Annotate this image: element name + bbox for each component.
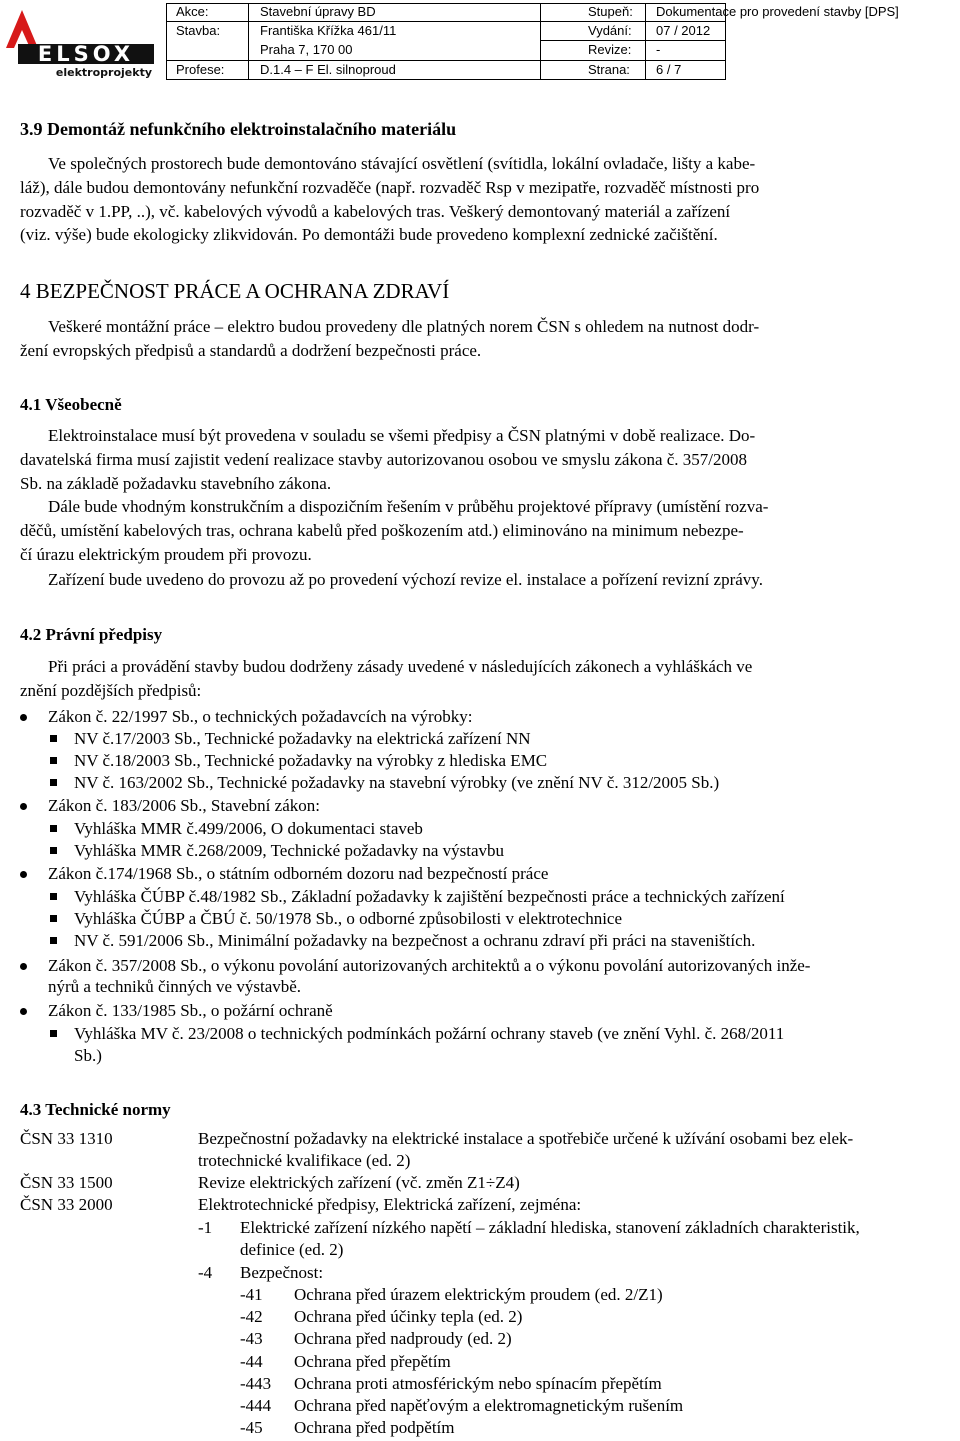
law-subitem: Vyhláška MMR č.268/2009, Technické požadavky na výstavbu	[74, 840, 504, 862]
law-subitem: NV č.17/2003 Sb., Technické požadavky na elektrická zařízení NN	[74, 728, 531, 750]
norm-text: Bezpečnostní požadavky na elektrické instalace a spotřebiče určené k užívání osobami bez elek-	[198, 1129, 854, 1148]
norm-subpart-text: Ochrana před napěťovým a elektromagnetickým rušením	[294, 1396, 684, 1415]
label-revize: Revize:	[588, 42, 632, 57]
svg-text:ELSOX: ELSOX	[37, 42, 135, 66]
norm-subpart-text: Ochrana před nadproudy (ed. 2)	[294, 1329, 512, 1348]
norm-subpart-text: Ochrana před přepětím	[294, 1352, 451, 1371]
section-4-2-heading: 4.2 Právní předpisy	[20, 625, 163, 644]
paragraph-line: Při práci a provádění stavby budou dodrženy zásady uvedené v následujících zákonech a vyhláškách ve	[48, 657, 753, 676]
section-4-heading: 4 BEZPEČNOST PRÁCE A OCHRANA ZDRAVÍ	[20, 279, 450, 303]
svg-text:elektroprojekty: elektroprojekty	[55, 66, 152, 78]
square-bullet-icon	[50, 893, 57, 900]
bullet-icon	[20, 714, 27, 721]
bullet-icon	[20, 963, 27, 970]
value-stavba-street: Františka Křížka 461/11	[260, 23, 397, 38]
law-subitem: NV č. 163/2002 Sb., Technické požadavky na stavební výrobky (ve znění NV č. 312/2005 Sb.)	[74, 772, 719, 794]
norm-part-text: definice (ed. 2)	[240, 1240, 344, 1259]
value-stupen: Dokumentace pro provedení stavby [DPS]	[656, 4, 899, 19]
paragraph-line: Ve společných prostorech bude demontováno stávající osvětlení (svítidla, lokální ovladače, lišty a kabe-	[48, 154, 756, 173]
label-stupen: Stupeň:	[588, 4, 633, 19]
label-stavba: Stavba:	[176, 23, 221, 38]
square-bullet-icon	[50, 735, 57, 742]
paragraph-line: Dále bude vhodným konstrukčním a dispozičním řešením v průběhu projektové přípravy (umístění rozva-	[48, 497, 769, 516]
company-logo	[4, 4, 156, 78]
paragraph-line: láž), dále budou demontovány nefunkční rozvaděče (např. rozvaděč Rsp v mezipatře, rozvaděč místnosti pro	[20, 178, 760, 197]
norm-text: Elektrotechnické předpisy, Elektrická zařízení, zejména:	[198, 1195, 582, 1214]
square-bullet-icon	[50, 779, 57, 786]
paragraph-line: čí úrazu elektrickým proudem při provozu.	[20, 545, 312, 564]
section-4-1-heading: 4.1 Všeobecně	[20, 395, 122, 414]
law-item-continuation: nýrů a techniků činných ve výstavbě.	[48, 977, 302, 996]
value-profese: D.1.4 – F El. silnoproud	[260, 62, 396, 77]
square-bullet-icon	[50, 757, 57, 764]
norm-part-number: -1	[198, 1218, 213, 1237]
law-subitem: Vyhláška MMR č.499/2006, O dokumentaci staveb	[74, 818, 423, 840]
law-subitem: Vyhláška MV č. 23/2008 o technických podmínkách požární ochrany staveb (ve znění Vyhl. č. 268/2011	[74, 1023, 784, 1045]
norm-part-text: Elektrické zařízení nízkého napětí – základní hlediska, stanovení základních charakteristik,	[240, 1218, 860, 1237]
norm-subpart-number: -45	[240, 1418, 263, 1437]
norm-subpart-text: Ochrana před účinky tepla (ed. 2)	[294, 1307, 523, 1326]
paragraph-line: (viz. výše) bude ekologicky zlikvidován. Po demontáži bude provedeno komplexní zednické začištění.	[20, 225, 718, 244]
norm-subpart-number: -43	[240, 1329, 263, 1348]
norm-subpart-number: -443	[240, 1374, 272, 1393]
bullet-icon	[20, 803, 27, 810]
section-4-3-heading: 4.3 Technické normy	[20, 1100, 171, 1119]
law-item: Zákon č. 183/2006 Sb., Stavební zákon:	[48, 795, 320, 817]
norm-part-text: Bezpečnost:	[240, 1263, 324, 1282]
section-3-9-heading: 3.9 Demontáž nefunkčního elektroinstalačního materiálu	[20, 119, 457, 139]
norm-text: trotechnické kvalifikace (ed. 2)	[198, 1151, 411, 1170]
norm-subpart-text: Ochrana před podpětím	[294, 1418, 455, 1437]
norm-code: ČSN 33 1310	[20, 1129, 113, 1148]
square-bullet-icon	[50, 915, 57, 922]
square-bullet-icon	[50, 1030, 57, 1037]
norm-subpart-number: -41	[240, 1285, 263, 1304]
norm-text: Revize elektrických zařízení (vč. změn Z1÷Z4)	[198, 1173, 520, 1192]
square-bullet-icon	[50, 847, 57, 854]
law-subitem-continuation: Sb.)	[74, 1046, 102, 1065]
bullet-icon	[20, 1008, 27, 1015]
law-subitem: NV č.18/2003 Sb., Technické požadavky na výrobky z hlediska EMC	[74, 750, 547, 772]
paragraph-line: rozvaděč v 1.PP, ..), vč. kabelových vývodů a kabelových tras. Veškerý demontovaný materiál a zařízení	[20, 202, 731, 221]
square-bullet-icon	[50, 937, 57, 944]
law-subitem: NV č. 591/2006 Sb., Minimální požadavky na bezpečnost a ochranu zdraví při práci na staveništích.	[74, 930, 755, 952]
norm-code: ČSN 33 2000	[20, 1195, 113, 1214]
value-stavba-city: Praha 7, 170 00	[260, 42, 353, 57]
norm-part-number: -4	[198, 1263, 213, 1282]
norm-subpart-number: -42	[240, 1307, 263, 1326]
paragraph-line: žení evropských předpisů a standardů a dodržení bezpečnosti práce.	[20, 341, 482, 360]
label-akce: Akce:	[176, 4, 209, 19]
label-profese: Profese:	[176, 62, 225, 77]
value-revize: -	[656, 42, 661, 57]
label-strana: Strana:	[588, 62, 630, 77]
law-item: Zákon č. 22/1997 Sb., o technických požadavcích na výrobky:	[48, 706, 472, 728]
norm-code: ČSN 33 1500	[20, 1173, 113, 1192]
paragraph-line: Veškeré montážní práce – elektro budou provedeny dle platných norem ČSN s ohledem na nutnost dodr-	[48, 317, 760, 336]
paragraph-line: Zařízení bude uvedeno do provozu až po provedení výchozí revize el. instalace a pořízení revizní zprávy.	[48, 570, 763, 589]
value-vydani: 07 / 2012	[656, 23, 711, 38]
paragraph-line: davatelská firma musí zajistit vedení realizace stavby autorizovanou osobou ve smyslu zákona č. 357/2008	[20, 450, 748, 469]
document-header	[0, 0, 960, 84]
square-bullet-icon	[50, 825, 57, 832]
paragraph-line: děčů, umístění kabelových tras, ochrana kabelů před poškozením atd.) eliminováno na minimum nebezpe-	[20, 521, 744, 540]
norm-subpart-number: -44	[240, 1352, 263, 1371]
law-subitem: Vyhláška ČÚBP č.48/1982 Sb., Základní požadavky k zajištění bezpečnosti práce a technických zařízení	[74, 886, 785, 908]
norm-subpart-text: Ochrana proti atmosférickým nebo spínacím přepětím	[294, 1374, 662, 1393]
law-item: Zákon č. 133/1985 Sb., o požární ochraně	[48, 1000, 333, 1022]
law-item: Zákon č. 357/2008 Sb., o výkonu povolání autorizovaných architektů a o výkonu povolání autorizovaných inže-	[48, 955, 810, 977]
paragraph-line: Sb. na základě požadavku stavebního zákona.	[20, 474, 332, 493]
value-akce: Stavební úpravy BD	[260, 4, 376, 19]
paragraph-line: Elektroinstalace musí být provedena v souladu se všemi předpisy a ČSN platnými v době realizace. Do-	[48, 426, 756, 445]
law-subitem: Vyhláška ČÚBP a ČBÚ č. 50/1978 Sb., o odborné způsobilosti v elektrotechnice	[74, 908, 622, 930]
norm-subpart-text: Ochrana před úrazem elektrickým proudem (ed. 2/Z1)	[294, 1285, 663, 1304]
value-strana: 6 / 7	[656, 62, 682, 77]
paragraph-line: znění pozdějších předpisů:	[20, 681, 202, 700]
norm-subpart-number: -444	[240, 1396, 272, 1415]
law-item: Zákon č.174/1968 Sb., o státním odborném dozoru nad bezpečností práce	[48, 863, 548, 885]
label-vydani: Vydání:	[588, 23, 632, 38]
bullet-icon	[20, 871, 27, 878]
